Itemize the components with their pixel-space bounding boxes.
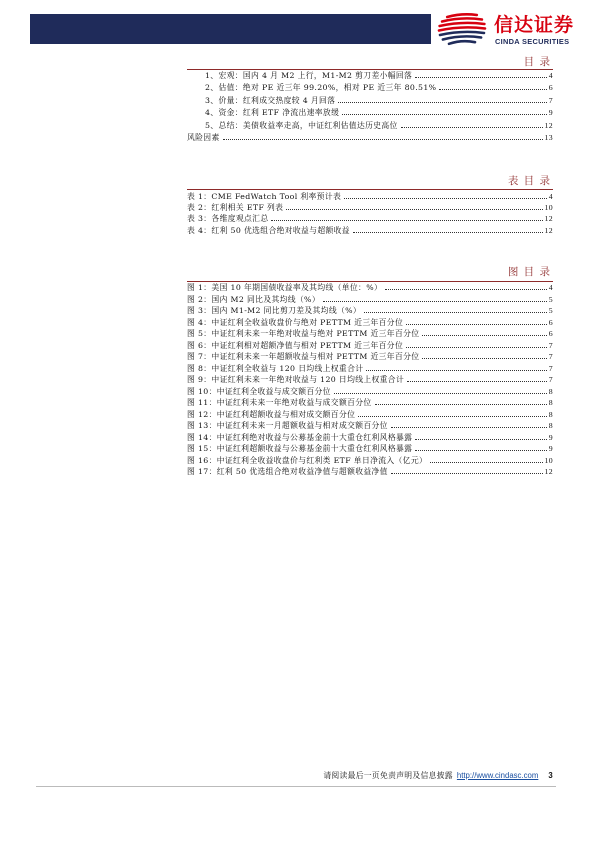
tables-title: 表 目 录 (507, 174, 551, 187)
contents-entry-label: 2、估值：绝对 PE 近三年 99.20%，相对 PE 近三年 80.51% (205, 83, 437, 93)
table-entry-page: 12 (544, 225, 553, 235)
figure-entry-page: 8 (548, 386, 553, 396)
contents-entry-page: 4 (548, 71, 553, 80)
dot-leader (415, 439, 546, 440)
table-entry[interactable] (187, 225, 553, 236)
figure-entry-page: 7 (548, 363, 553, 373)
table-entry-label: 表 2：红利相关 ETF 列表 (187, 202, 284, 212)
contents-entry-page: 12 (544, 120, 553, 130)
figure-entry[interactable] (187, 305, 553, 317)
contents-entry-page: 13 (544, 132, 553, 142)
dot-leader (430, 462, 542, 463)
figure-entry[interactable] (187, 397, 553, 409)
contents-entry[interactable] (187, 120, 553, 132)
dot-leader (375, 404, 547, 405)
figure-entry-page: 5 (548, 306, 553, 316)
dot-leader (366, 370, 546, 371)
dot-leader (406, 324, 547, 325)
dot-leader (344, 198, 547, 199)
figure-entry-page: 6 (548, 329, 553, 339)
figure-entry-label: 图 3：国内 M1-M2 同比剪刀差及其均线（%） (187, 306, 362, 316)
figure-entry[interactable] (187, 328, 553, 340)
figure-entry[interactable] (187, 294, 553, 306)
figure-entry-label: 图 2：国内 M2 同比及其均线（%） (187, 294, 320, 304)
contents-entry-page: 7 (548, 95, 553, 105)
dot-leader (342, 114, 547, 115)
brand-name-cn: 信达证券 (494, 14, 575, 36)
dot-leader (401, 127, 543, 128)
figure-entry-label: 图 17：红利 50 优选组合绝对收益净值与超额收益净值 (187, 467, 388, 477)
figure-entry-page: 9 (548, 432, 553, 442)
figure-entry-label: 图 15：中证红利超额收益与公募基金前十大重仓红利风格暴露 (187, 444, 413, 454)
figure-entry-label: 图 4：中证红利全收益收盘价与绝对 PETTM 近三年百分位 (187, 317, 404, 327)
figure-entry-label: 图 11：中证红利未来一年绝对收益与成交额百分位 (187, 398, 372, 408)
brand-logo (436, 10, 586, 48)
table-entry[interactable] (187, 213, 553, 224)
dot-leader (406, 347, 547, 348)
dot-leader (323, 301, 547, 302)
figure-entry-page: 5 (548, 294, 553, 304)
dot-leader (415, 450, 546, 451)
figure-entry[interactable] (187, 409, 553, 421)
contents-entry-label: 4、资金：红利 ETF 净流出速率放缓 (205, 108, 340, 118)
figure-entry-page: 12 (544, 467, 553, 477)
figure-entry-page: 8 (548, 398, 553, 408)
contents-entry-label: 风险因素 (187, 132, 220, 142)
dot-leader (439, 89, 546, 90)
figure-entry-page: 7 (548, 352, 553, 362)
table-entry-label: 表 4：红利 50 优选组合绝对收益与超额收益 (187, 225, 350, 235)
dot-leader (407, 381, 547, 382)
contents-title: 目 录 (523, 55, 551, 68)
figure-entry-label: 图 14：中证红利绝对收益与公募基金前十大重仓红利风格暴露 (187, 432, 413, 442)
figure-entry-page: 4 (548, 283, 553, 293)
table-entry[interactable] (187, 191, 553, 202)
figure-entry[interactable] (187, 282, 553, 294)
figure-entry-label: 图 7：中证红利未来一年超额收益与相对 PETTM 近三年百分位 (187, 352, 420, 362)
dot-leader (358, 416, 547, 417)
footer-rule (36, 786, 556, 787)
tables-list (187, 191, 553, 237)
figures-title: 图 目 录 (507, 265, 551, 278)
dot-leader (385, 289, 547, 290)
table-entry-label: 表 3：各维度观点汇总 (187, 214, 269, 224)
dot-leader (422, 335, 546, 336)
dot-leader (391, 427, 547, 428)
figure-entry[interactable] (187, 420, 553, 432)
contents-entry[interactable] (187, 82, 553, 94)
contents-entry[interactable] (187, 107, 553, 119)
dot-leader (391, 473, 543, 474)
figure-entry[interactable] (187, 455, 553, 467)
figure-entry-label: 图 13：中证红利未来一月超额收益与相对成交额百分位 (187, 421, 388, 431)
figures-list (187, 282, 553, 478)
figure-entry[interactable] (187, 363, 553, 375)
figure-entry-page: 6 (548, 317, 553, 327)
contents-entry[interactable] (187, 95, 553, 107)
figure-entry-label: 图 10：中证红利全收益与成交额百分位 (187, 386, 331, 396)
dot-leader (364, 312, 547, 313)
contents-entry[interactable] (187, 132, 553, 144)
figure-entry-label: 图 8：中证红利全收益与 120 日均线上权重合计 (187, 363, 364, 373)
table-entry[interactable] (187, 202, 553, 213)
dot-leader (415, 77, 547, 78)
header-bar (30, 14, 431, 44)
table-entry-page: 10 (544, 202, 553, 212)
figure-entry-page: 9 (548, 444, 553, 454)
figure-entry-page: 10 (544, 455, 553, 465)
contents-entry-page: 6 (548, 83, 553, 93)
contents-list (187, 70, 553, 144)
figure-entry-label: 图 1：美国 10 年期国债收益率及其均线（单位：%） (187, 283, 383, 293)
figure-entry-label: 图 6：中证红利相对超额净值与相对 PETTM 近三年百分位 (187, 340, 404, 350)
page-number: 3 (548, 771, 553, 780)
contents-entry-label: 5、总结：美债收益率走高，中证红利估值达历史高位 (205, 120, 398, 130)
figure-entry-page: 8 (548, 421, 553, 431)
figure-entry-page: 8 (548, 409, 553, 419)
dot-leader (271, 220, 542, 221)
footer-website-link[interactable]: http://www.cindasc.com (456, 771, 539, 780)
figure-entry-label: 图 12：中证红利超额收益与相对成交额百分位 (187, 409, 356, 419)
figure-entry[interactable] (187, 340, 553, 352)
figure-entry[interactable] (187, 386, 553, 398)
figure-entry-page: 7 (548, 340, 553, 350)
figure-entry-page: 7 (548, 375, 553, 385)
table-entry-label: 表 1：CME FedWatch Tool 利率预计表 (187, 191, 342, 201)
dot-leader (223, 139, 543, 140)
figure-entry[interactable] (187, 317, 553, 329)
figure-entry-label: 图 16：中证红利全收益收盘价与红利类 ETF 单日净流入（亿元） (187, 455, 428, 465)
contents-entry-label: 1、宏观：国内 4 月 M2 上行，M1-M2 剪刀差小幅回落 (205, 71, 413, 80)
brand-name-en: CINDA SECURITIES (495, 37, 570, 46)
figure-entry[interactable] (187, 351, 553, 363)
dot-leader (286, 209, 542, 210)
table-entry-page: 12 (544, 214, 553, 224)
contents-entry[interactable] (187, 70, 553, 82)
footer-disclaimer: 请阅读最后一页免责声明及信息披露 (323, 771, 453, 780)
table-entry-page: 4 (548, 191, 553, 201)
dot-leader (353, 232, 543, 233)
figure-entry[interactable] (187, 374, 553, 386)
figure-entry-label: 图 5：中证红利未来一年绝对收益与绝对 PETTM 近三年百分位 (187, 329, 420, 339)
figure-entry[interactable] (187, 443, 553, 455)
figure-entry[interactable] (187, 466, 553, 478)
figure-entry[interactable] (187, 432, 553, 444)
figure-entry-label: 图 9：中证红利未来一年绝对收益与 120 日均线上权重合计 (187, 375, 405, 385)
dot-leader (422, 358, 546, 359)
dot-leader (334, 393, 547, 394)
dot-leader (338, 102, 546, 103)
page-footer (323, 771, 553, 781)
cinda-globe-logo-icon (436, 10, 490, 48)
contents-entry-page: 9 (548, 108, 553, 118)
contents-entry-label: 3、价量：红利成交热度较 4 月回落 (205, 95, 336, 105)
